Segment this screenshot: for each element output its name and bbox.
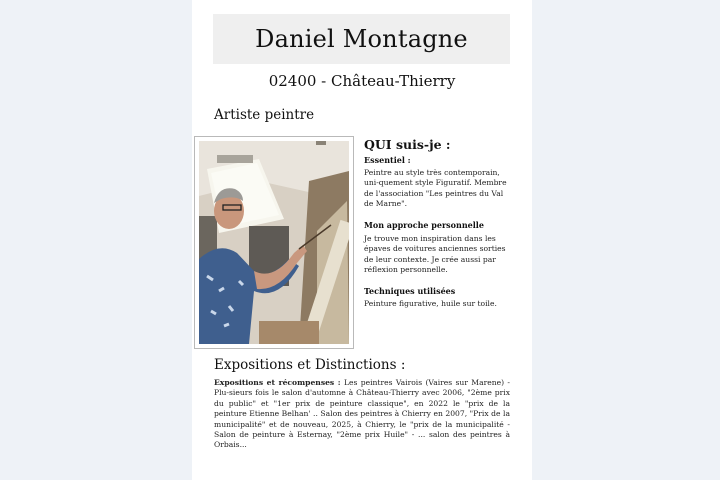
expositions-lead: Expositions et récompenses : [214, 378, 341, 387]
expositions-text [214, 378, 510, 451]
artist-painting-photo [199, 141, 349, 344]
section-text-techniques: Peinture figurative, huile sur toile. [364, 299, 497, 308]
section-heading-approche: Mon approche personnelle [364, 220, 484, 230]
expositions-body: Les peintres Vairois (Vaires sur Marene) - Plu-sieurs fois le salon d'automne à Château-Thierry avec 2006, "2ème prix du public" et "1er prix de peinture classique", en 2022 le "prix de la peinture Etienne Belhan' .. Salon des peintres à Chierry en 2007, "Prix de la municipalité" et de nouveau, 2025, à Chierry, le "prix de la municipalité - Salon de peinture à Esternay, "2ème prix Huile" - ... salon des peintres à Orbais... [214, 378, 510, 450]
artist-photo [199, 141, 349, 344]
profile-page [192, 0, 532, 480]
artist-location: 02400 - Château-Thierry [268, 72, 456, 90]
name-banner [213, 14, 510, 64]
section-text-approche: Je trouve mon inspiration dans les épaves de voitures anciennes sorties de leur contexte. Je crée aussi par réflexion personnelle. [364, 234, 506, 275]
section-text-essentiel: Peintre au style très contemporain, uni-quement style Figuratif. Membre de l'association "Les peintres du Val de Marne". [364, 168, 507, 209]
artist-name: Daniel Montagne [255, 25, 468, 53]
artist-profession: Artiste peintre [214, 107, 315, 123]
artist-photo-frame [194, 136, 354, 349]
section-heading-essentiel: Essentiel : [364, 155, 411, 165]
about-title: QUI suis-je : [364, 137, 451, 152]
expositions-title: Expositions et Distinctions : [214, 357, 406, 373]
section-heading-techniques: Techniques utilisées [364, 286, 456, 296]
